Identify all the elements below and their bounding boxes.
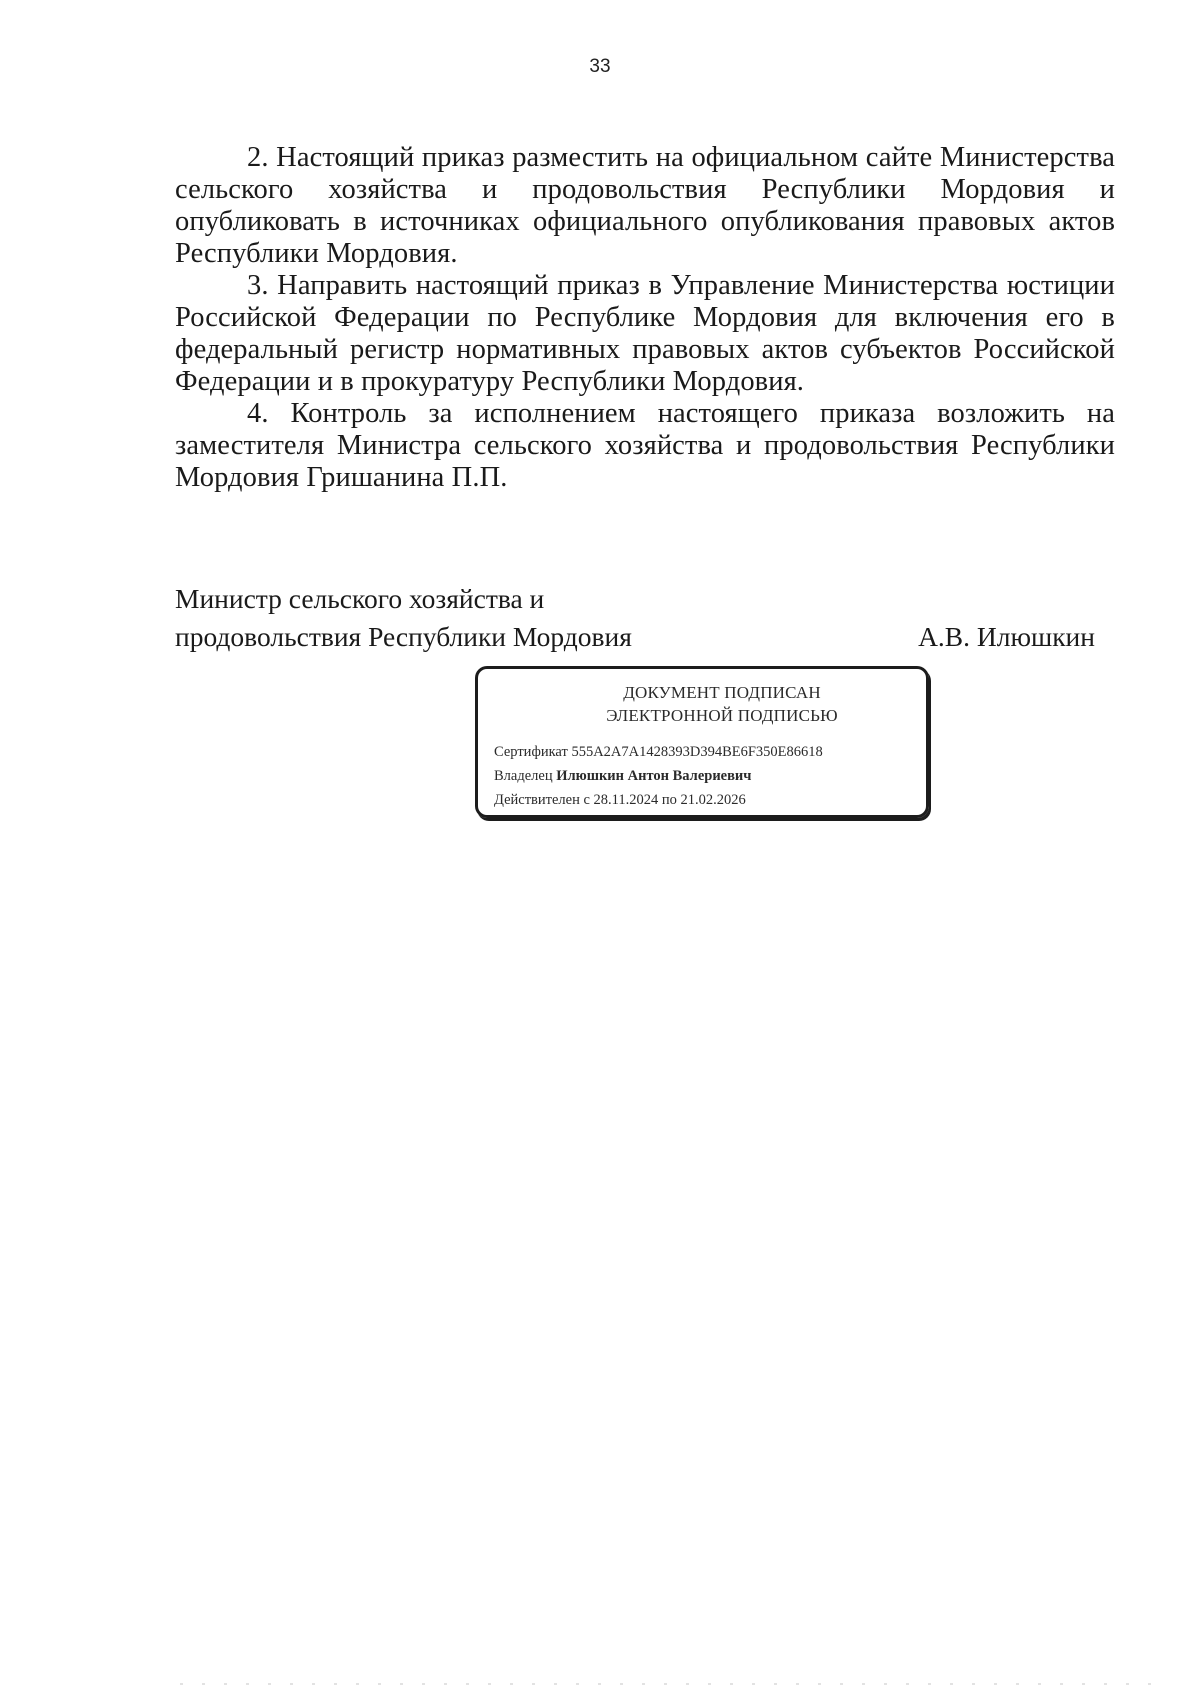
stamp-heading-line-2: ЭЛЕКТРОННОЙ ПОДПИСЬЮ xyxy=(606,706,838,725)
signer-title-line-1: Министр сельского хозяйства и xyxy=(175,583,545,614)
stamp-heading xyxy=(534,681,910,727)
valid-to-prefix: по xyxy=(661,792,677,808)
scan-noise-divider xyxy=(180,1683,1160,1685)
electronic-signature-stamp xyxy=(475,666,929,818)
stamp-details xyxy=(494,740,910,812)
valid-from: 28.11.2024 xyxy=(593,792,659,808)
certificate-label: Сертификат xyxy=(494,744,568,760)
certificate-value: 555A2A7A1428393D394BE6F350E86618 xyxy=(571,744,823,760)
owner-value: Илюшкин Антон Валериевич xyxy=(556,768,752,784)
stamp-heading-line-1: ДОКУМЕНТ ПОДПИСАН xyxy=(623,683,821,702)
valid-label: Действителен xyxy=(494,792,580,808)
page-number: 33 xyxy=(589,56,611,77)
valid-to: 21.02.2026 xyxy=(680,792,746,808)
owner-label: Владелец xyxy=(494,768,553,784)
signer-name: А.В. Илюшкин xyxy=(918,621,1095,652)
signer-title-line-2: продовольствия Республики Мордовия xyxy=(175,621,632,652)
order-body xyxy=(175,142,1115,494)
stamp-validity-row xyxy=(494,788,910,812)
paragraph-2: 2. Настоящий приказ разместить на официальном сайте Министерства сельского хозяйства и продовольствия Республики Мордовия и опубликовать в источниках официального опубликования правовых актов Республики Мордовия. xyxy=(175,142,1115,269)
signature-block xyxy=(175,580,1100,656)
valid-from-prefix: с xyxy=(583,792,590,808)
paragraph-4: 4. Контроль за исполнением настоящего приказа возложить на заместителя Министра сельского хозяйства и продовольствия Республики Мордовия Гришанина П.П. xyxy=(175,398,1115,493)
signer-row xyxy=(175,618,1100,656)
stamp-owner-row xyxy=(494,764,910,788)
paragraph-3: 3. Направить настоящий приказ в Управление Министерства юстиции Российской Федерации по Республике Мордовия для включения его в федеральный регистр нормативных правовых актов субъектов Российской Федерации и в прокуратуру Республики Мордовия. xyxy=(175,270,1115,397)
stamp-certificate-row xyxy=(494,740,910,764)
